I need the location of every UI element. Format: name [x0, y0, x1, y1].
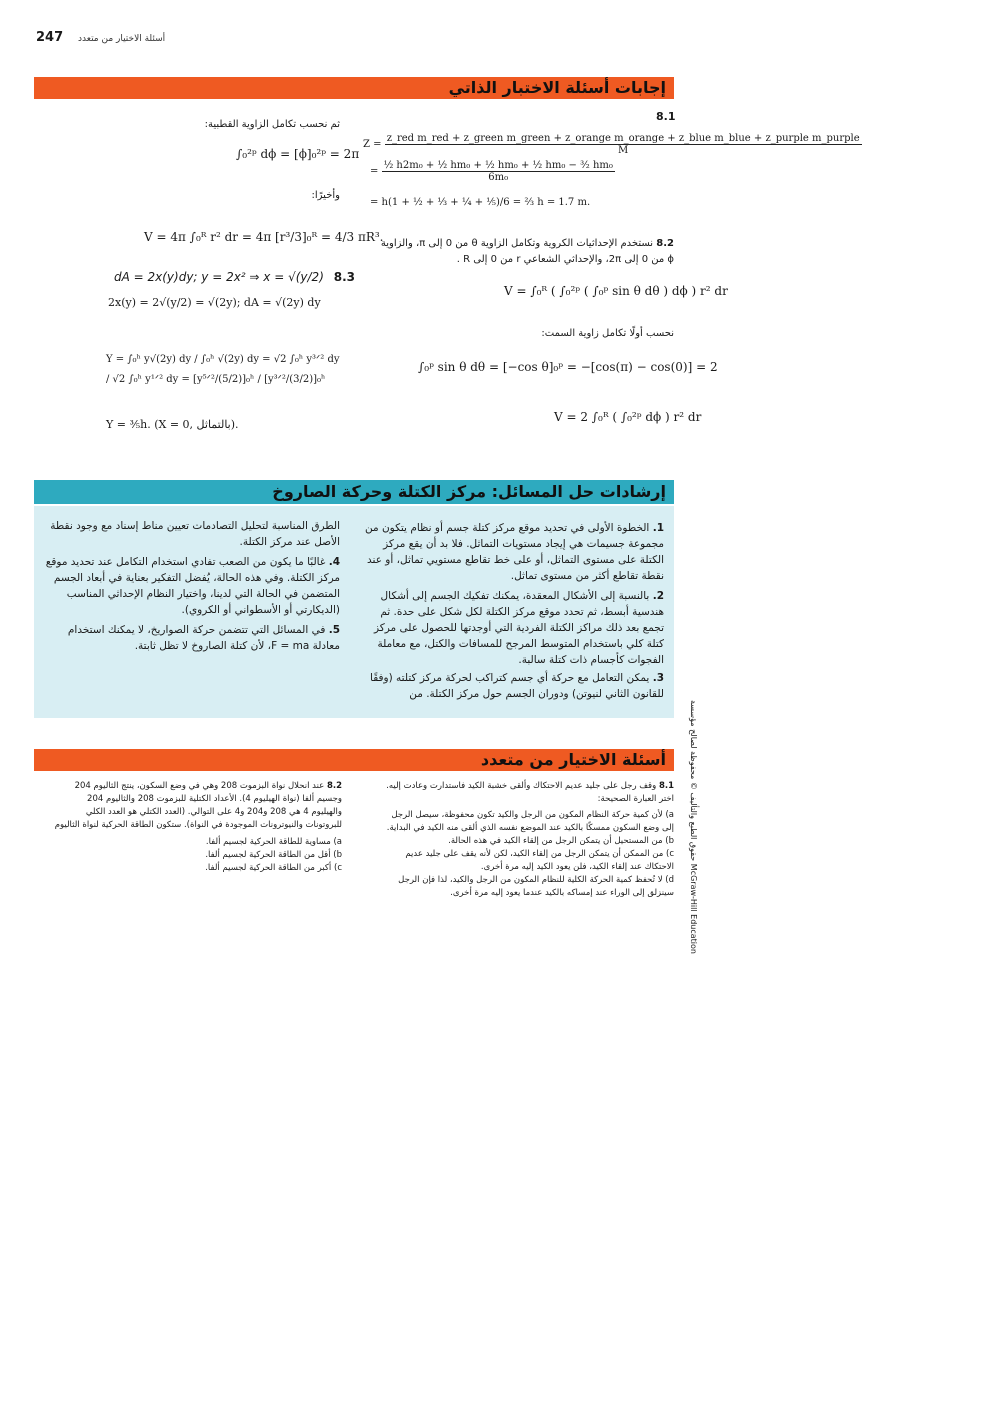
- hint-5: [40, 622, 340, 654]
- hints-title: إرشادات حل المسائل: مركز الكتلة وحركة الصاروخ: [272, 482, 666, 501]
- mcq-8-1-stem: [378, 780, 674, 806]
- hint-5-num: 5.: [328, 624, 340, 636]
- answer-8-2-integral: V = ∫₀ᴿ ( ∫₀²ᵖ ( ∫₀ᵖ sin θ dθ ) dϕ ) r² dr: [504, 284, 728, 298]
- hint-2-text: بالنسبة إلى الأشكال المعقدة، يمكنك تفكيك الجسم إلى أشكال هندسية أبسط، ثم تحدد موقع مركز الكتلة لكل شكل على حدة. ثم تجمع بعد ذلك مراكز الكتلة الفردية التي أوجدتها للحصول على مركز كتلة كلي باستخدام المتوسط المرجح للمسافات والكتل، مع معاملة الفجوات كأجسام ذات كتلة سالبة.: [373, 590, 664, 666]
- answer-8-3-line2: 2x(y) = 2√(y/2) = √(2y); dA = √(2y) dy: [108, 296, 321, 309]
- azimuth-intro: نحسب أولًا تكامل زاوية السمت:: [541, 328, 674, 339]
- mcq-8-2-option-c[interactable]: c) أكبر من الطاقة الحركية لجسيم ألفا.: [205, 863, 342, 873]
- mcq-8-1-stem-text: وقف رجل على جليد عديم الاحتكاك وألقى خشبة الكيد فاستدارت وعادت إليه. اختر العبارة الصحيحة:: [386, 781, 674, 804]
- mcq-8-2-stem-text: عند انحلال نواة البزموت 208 وهي في وضع السكون، ينتج الثاليوم 204 وجسيم ألفا (نواة الهيليوم 4). الأعداد الكتلية للبزموت 208 والثاليوم 204 والهيليوم 4 هي 208 و204 و4 على التوالي. (العدد الكتلي هو العدد الكلي للبروتونات والنيوترونات الموجودة في النواة). ستكون الطاقة الحركية لنواة الثاليوم: [54, 781, 342, 830]
- final-volume-equation: V = 4π ∫₀ᴿ r² dr = 4π [r³/3]₀ᴿ = 4/3 πR³.: [144, 230, 384, 244]
- answer-8-1-label: 8.1: [656, 110, 676, 123]
- running-title: أسئلة الاختيار من متعدد: [78, 34, 166, 44]
- mcq-8-1-option-c[interactable]: c) من الممكن أن يتمكن الرجل من إلقاء الكيد، لكن لأنه يقف على جليد عديم الاحتكاك عند إلقاء الكيد، فلن يعود الكيد إليه مرة أخرى.: [405, 849, 674, 872]
- mcq-8-2-stem: [54, 780, 342, 832]
- eq1-denominator: M: [618, 145, 629, 156]
- mcq-title-band: [34, 749, 674, 771]
- eq1-lhs: Z =: [363, 139, 382, 150]
- hint-5-text: في المسائل التي تتضمن حركة الصواريخ، لا يمكنك استخدام معادلة F = ma، لأن كتلة الصاروخ لا تظل ثابتة.: [67, 624, 340, 652]
- answer-8-2-text: نستخدم الإحداثيات الكروية وتكامل الزاوية θ من 0 إلى π، والزاوية ϕ من 0 إلى 2π، والإحداثي الشعاعي r من 0 إلى R .: [380, 238, 674, 265]
- eq1-numerator: z_red m_red + z_green m_green + z_orange m_orange + z_blue m_blue + z_purple m_purple: [386, 133, 860, 144]
- hint-3-cont: [40, 518, 340, 550]
- eq2-denominator: 6m₀: [488, 172, 509, 183]
- hint-4-num: 4.: [328, 556, 340, 568]
- answer-8-3-result: Y = ⅗h. (X = 0, بالتماثل).: [106, 418, 239, 431]
- polar-equation: ∫₀²ᵖ dϕ = [ϕ]₀²ᵖ = 2π: [236, 147, 360, 161]
- self-test-title-band: [34, 77, 674, 99]
- hint-3-text: يمكن التعامل مع حركة أي جسم كتراكب لحركة مركز كتلته (وفقًا للقانون الثاني لنيوتن) ودوران الجسم حول مركز الكتلة. من: [370, 672, 664, 700]
- answer-8-2-label: 8.2: [656, 238, 674, 249]
- finally-label: وأخيرًا:: [311, 190, 340, 201]
- hint-2-num: 2.: [652, 590, 664, 602]
- hint-3: [364, 670, 664, 702]
- mcq-8-2: [54, 780, 342, 875]
- hint-1: [364, 520, 664, 584]
- side-credit-text: حقوق الطبع والتأليف © محفوظة لصالح مؤسسة McGraw-Hill Education: [689, 700, 698, 954]
- answer-8-1-eq2: = $\frac{\text{½ h2m₀ + ½ hm₀ + ½ hm₀ + ½ hm₀ − ³⁄₂ hm₀}}{\text{6m₀}}$: [370, 160, 613, 183]
- hint-1-num: 1.: [652, 522, 664, 534]
- answer-8-3-label: 8.3: [333, 270, 355, 284]
- answer-8-1-eq1: [363, 133, 862, 156]
- mcq-8-1-option-b[interactable]: b) من المستحيل أن يتمكن الرجل من إلقاء الكيد في هذه الحالة.: [448, 836, 674, 846]
- mcq-8-1: [378, 780, 674, 900]
- hint-1-text: الخطوة الأولى في تحديد موقع مركز كتلة جسم أو نظام يتكون من مجموعة جسيمات هي إيجاد مستويات التماثل. فلا بد أن يقع مركز الكتلة على مستوى التماثل، أو على خط تقاطع مستويي تماثل، أو عند نقطة تقاطع أكثر من مستوى تماثل.: [365, 522, 664, 582]
- answer-8-2: [376, 236, 674, 268]
- hint-3-cont-text: الطرق المناسبة لتحليل التصادمات تعيين مناط إسناد مع وجود نقطة الأصل عند مركز الكتلة.: [50, 520, 340, 548]
- mcq-8-2-num: 8.2: [326, 781, 342, 791]
- eq2-numerator: ½ h2m₀ + ½ hm₀ + ½ hm₀ + ½ hm₀ − ³⁄₂ hm₀: [383, 160, 613, 171]
- self-test-title: إجابات أسئلة الاختبار الذاتي: [448, 78, 666, 97]
- hints-title-band: [34, 480, 674, 504]
- polar-intro: ثم نحسب تكامل الزاوية القطبية:: [204, 119, 340, 130]
- hint-4-text: غالبًا ما يكون من الصعب تفادي استخدام التكامل عند تحديد موقع مركز الكتلة. وفي هذه الحالة، يُفضل التفكير بعناية في أبعاد الجسم المتضمن في الحالة التي لدينا، واختيار النظام الإحداثي المناسب (الديكارتي أو الأسطواني أو الكروي).: [45, 556, 340, 616]
- answer-8-3-line1: [114, 270, 355, 284]
- mcq-8-2-option-a[interactable]: a) مساوية للطاقة الحركية لجسيم ألفا.: [205, 837, 342, 847]
- page-number: 247: [36, 30, 64, 45]
- answer-8-1-eq3: = h(1 + ½ + ⅓ + ¼ + ⅕)/6 = ⅔ h = 1.7 m.: [370, 197, 591, 208]
- answer-8-3-Y: Y = ∫₀ʰ y√(2y) dy / ∫₀ʰ √(2y) dy = √2 ∫₀ʰ y³ᐟ² dy / √2 ∫₀ʰ y¹ᐟ² dy = [y⁵ᐟ²/(5/2)]₀ʰ / [y³ᐟ²/(3/2)]₀ʰ: [106, 354, 340, 385]
- hint-3-num: 3.: [652, 672, 664, 684]
- hint-4: [40, 554, 340, 618]
- mcq-8-2-option-b[interactable]: b) أقل من الطاقة الحركية لجسيم ألفا.: [205, 850, 342, 860]
- mcq-8-1-option-d[interactable]: d) لا تُحفظ كمية الحركة الكلية للنظام المكون من الرجل والكيد، لذا فإن الرجل سينزلق إلى الوراء عند إمساكه بالكيد عندما يعود إليه مرة أخرى.: [398, 875, 674, 898]
- answer-8-2-v2: V = 2 ∫₀ᴿ ( ∫₀²ᵖ dϕ ) r² dr: [554, 410, 702, 424]
- q83-line1-text: dA = 2x(y)dy; y = 2x² ⇒ x = √(y/2): [114, 270, 324, 284]
- side-credit: [689, 700, 712, 954]
- mcq-title: أسئلة الاختيار من متعدد: [480, 750, 666, 769]
- hint-2: [364, 588, 664, 668]
- mcq-8-1-num: 8.1: [658, 781, 674, 791]
- mcq-8-1-option-a[interactable]: a) لأن كمية حركة النظام المكون من الرجل والكيد تكون محفوظة، سيصل الرجل إلى وضع السكون ممسكًا بالكيد عند الموضع نفسه الذي ألقى منه الكيد في البداية.: [386, 810, 674, 833]
- azimuth-equation: ∫₀ᵖ sin θ dθ = [−cos θ]₀ᵖ = −[cos(π) − cos(0)] = 2: [418, 360, 718, 374]
